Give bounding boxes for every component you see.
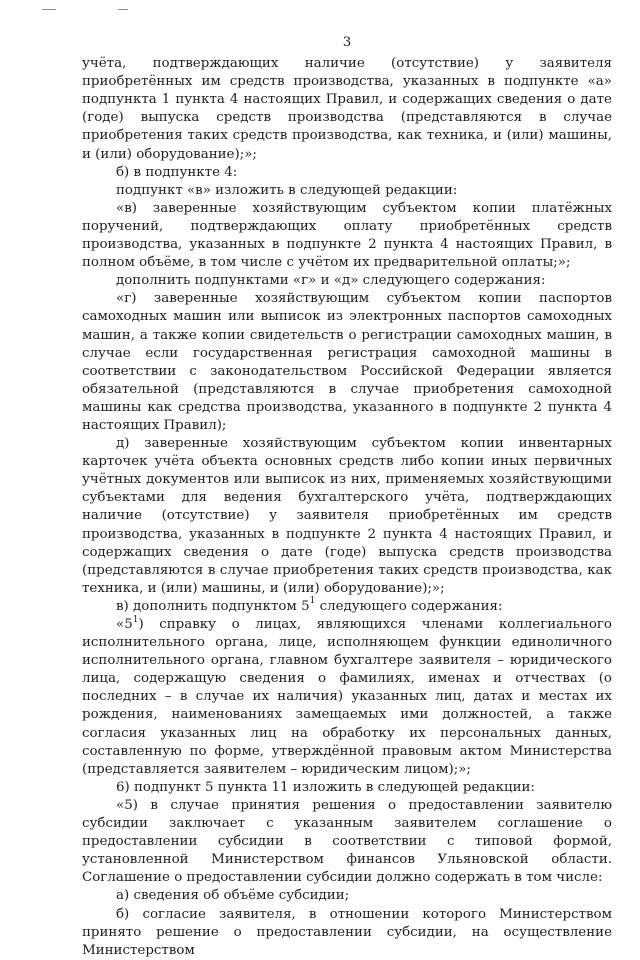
paragraph-add-g-d: дополнить подпунктами «г» и «д» следующего содержания: (116, 273, 546, 289)
paragraph-subitem-4: б) в подпункте 4: (116, 164, 238, 180)
scan-mark-top-left-2 (118, 9, 128, 10)
paragraph-subitem-5-1-after: ) справку о лицах, являющихся членами коллегиального исполнительного органа, лице, исполняющем функции единоличного исполнительного органа, главном бухгалтере заявителя – юридического лица, содержащую сведения о фамилиях, именах и отчествах (о последних – в случае их наличия) указанных лиц, датах и местах их рождения, наименованиях замещаемых ими должностей, а также согласия указанных лиц на обработку их персональных данных, составленную по форме, утверждённой правовым актом Министерства (представляется заявителем – юридическим лицом);»; (82, 617, 612, 777)
superscript-1: 1 (132, 614, 139, 625)
paragraph-add-5-1-after: следующего содержания: (315, 598, 503, 614)
paragraph-subitem-5-1-before: «5 (116, 617, 133, 632)
paragraph-subitem-v-text: «в) заверенные хозяйствующим субъектом копии платёжных поручений, подтверждающих оплату приобретённых средств производства, указанных в подпункте 2 пункта 4 настоящих Правил, в полном объёме, в том числе с учётом их предварительной оплаты;»; (82, 200, 612, 271)
scan-mark-top-left (42, 9, 56, 10)
paragraph-subitem-b: б) согласие заявителя, в отношении которого Министерством принято решение о предоставлении субсидии, на осуществление Министерством (82, 906, 612, 958)
paragraph-accounting-docs: учёта, подтверждающих наличие (отсутствие) у заявителя приобретённых им средств производства, указанных в подпункте «а» подпункта 1 пункта 4 настоящих Правил, и содержащих сведения о дате (годе) выпуска средств производства (представляются в случае приобретения таких средств производства, как техника, и (или) машины, и (или) оборудование);»; (82, 56, 612, 162)
paragraph-subitem-a: а) сведения об объёме субсидии; (116, 888, 350, 904)
page-number: 3 (342, 35, 352, 50)
paragraph-subitem-g: «г) заверенные хозяйствующим субъектом копии паспортов самоходных машин или выписок из электронных паспортов самоходных машин, а также копии свидетельств о регистрации самоходных машин, в случае если государственная регистрация самоходной машины в соответствии с законодательством Российской Федерации является обязательной (представляются в случае приобретения самоходной машины как средства производства, указанного в подпункте 2 пункта 4 настоящих Правил); (82, 291, 612, 433)
paragraph-add-5-1-before: в) дополнить подпунктом 5 (116, 598, 310, 614)
paragraph-subitem-5-1 (82, 616, 612, 779)
superscript-1: 1 (309, 596, 316, 607)
paragraph-item-6: 6) подпункт 5 пункта 11 изложить в следующей редакции: (116, 779, 535, 795)
paragraph-subitem-5-text: «5) в случае принятия решения о предоставлении заявителю субсидии заключает с указанным заявителем соглашение о предоставлении субсидии в соответствии с типовой формой, установленной Министерством финансов Ульяновской области. Соглашение о предоставлении субсидии должно содержать в том числе: (82, 797, 612, 886)
paragraph-add-5-1 (82, 598, 612, 616)
paragraph-subitem-d: д) заверенные хозяйствующим субъектом копии инвентарных карточек учёта объекта основных средств либо копии иных первичных учётных документов или выписок из них, применяемых хозяйствующими субъектами для ведения бухгалтерского учёта, подтверждающих наличие (отсутствие) у заявителя приобретённых им средств производства, указанных в подпункте 2 пункта 4 настоящих Правил, и содержащих сведения о дате (годе) выпуска средств производства (представляются в случае приобретения таких средств производства, как техника, и (или) машины, и (или) оборудование);»; (82, 436, 612, 596)
paragraph-subitem-v-intro: подпункт «в» изложить в следующей редакции: (116, 182, 458, 198)
